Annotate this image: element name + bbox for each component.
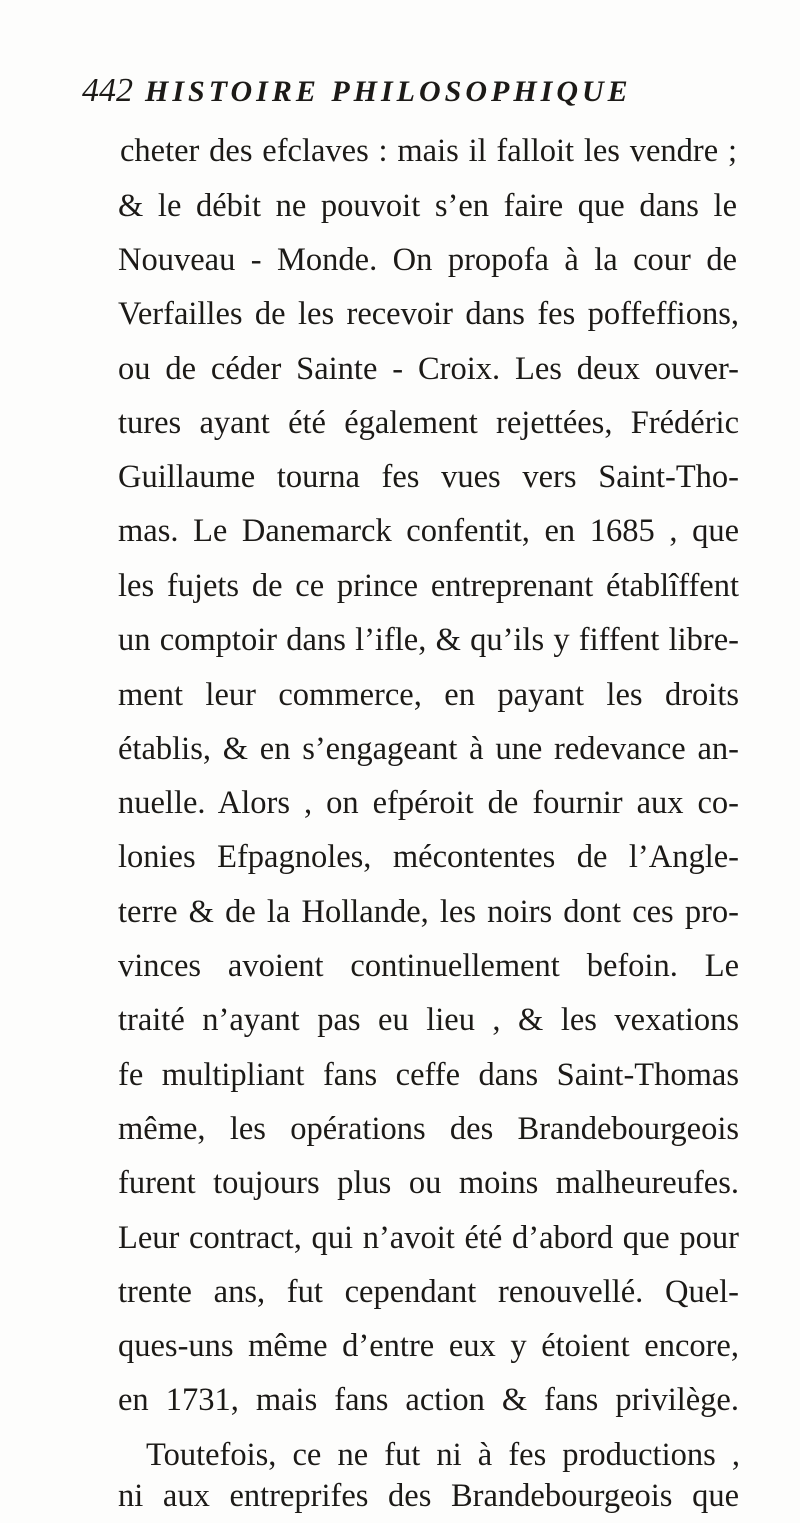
text-line: terre & de la Hollande, les noirs dont ces pro- (118, 894, 739, 930)
text-line: Guillaume tourna fes vues vers Saint-Tho- (118, 459, 739, 495)
text-line: les fujets de ce prince entreprenant établîffent (118, 568, 739, 604)
text-line: traité n’ayant pas eu lieu , & les vexations (118, 1002, 739, 1038)
text-line: ques-uns même d’entre eux y étoient encore, (118, 1328, 739, 1364)
running-head (82, 72, 752, 122)
page-number: 442 (82, 72, 133, 109)
text-line: Toutefois, ce ne fut ni à fes productions , (146, 1437, 740, 1473)
text-line: trente ans, fut cependant renouvellé. Quel- (118, 1274, 739, 1310)
text-line: vinces avoient continuellement befoin. Le (118, 948, 739, 984)
text-line: en 1731, mais fans action & fans privilège. (118, 1382, 739, 1418)
text-line: un comptoir dans l’ifle, & qu’ils y fiffent libre- (118, 622, 739, 658)
text-line: cheter des efclaves : mais il falloit les vendre ; (120, 133, 737, 169)
text-line: fe multipliant fans ceffe dans Saint-Thomas (118, 1057, 739, 1093)
text-line: nuelle. Alors , on efpéroit de fournir aux co- (118, 785, 739, 821)
running-title: HISTOIRE PHILOSOPHIQUE (145, 75, 632, 108)
text-line: tures ayant été également rejettées, Frédéric (118, 405, 739, 441)
text-line: ment leur commerce, en payant les droits (118, 677, 739, 713)
text-line: Verfailles de les recevoir dans fes poffeffions, (118, 296, 739, 332)
text-line: même, les opérations des Brandebourgeois (118, 1111, 739, 1147)
text-line: ou de céder Sainte - Croix. Les deux ouver- (118, 351, 739, 387)
text-line: mas. Le Danemarck confentit, en 1685 , que (118, 513, 739, 549)
text-line: Leur contract, qui n’avoit été d’abord que pour (118, 1220, 739, 1256)
text-line: lonies Efpagnoles, mécontentes de l’Angle- (118, 839, 739, 875)
text-line: ni aux entreprifes des Brandebourgeois que (118, 1478, 739, 1514)
text-line: Nouveau - Monde. On propofa à la cour de (118, 242, 737, 278)
text-line: établis, & en s’engageant à une redevance an- (118, 731, 739, 767)
text-line: furent toujours plus ou moins malheureufes. (118, 1165, 739, 1201)
text-line: & le débit ne pouvoit s’en faire que dans le (118, 188, 737, 224)
